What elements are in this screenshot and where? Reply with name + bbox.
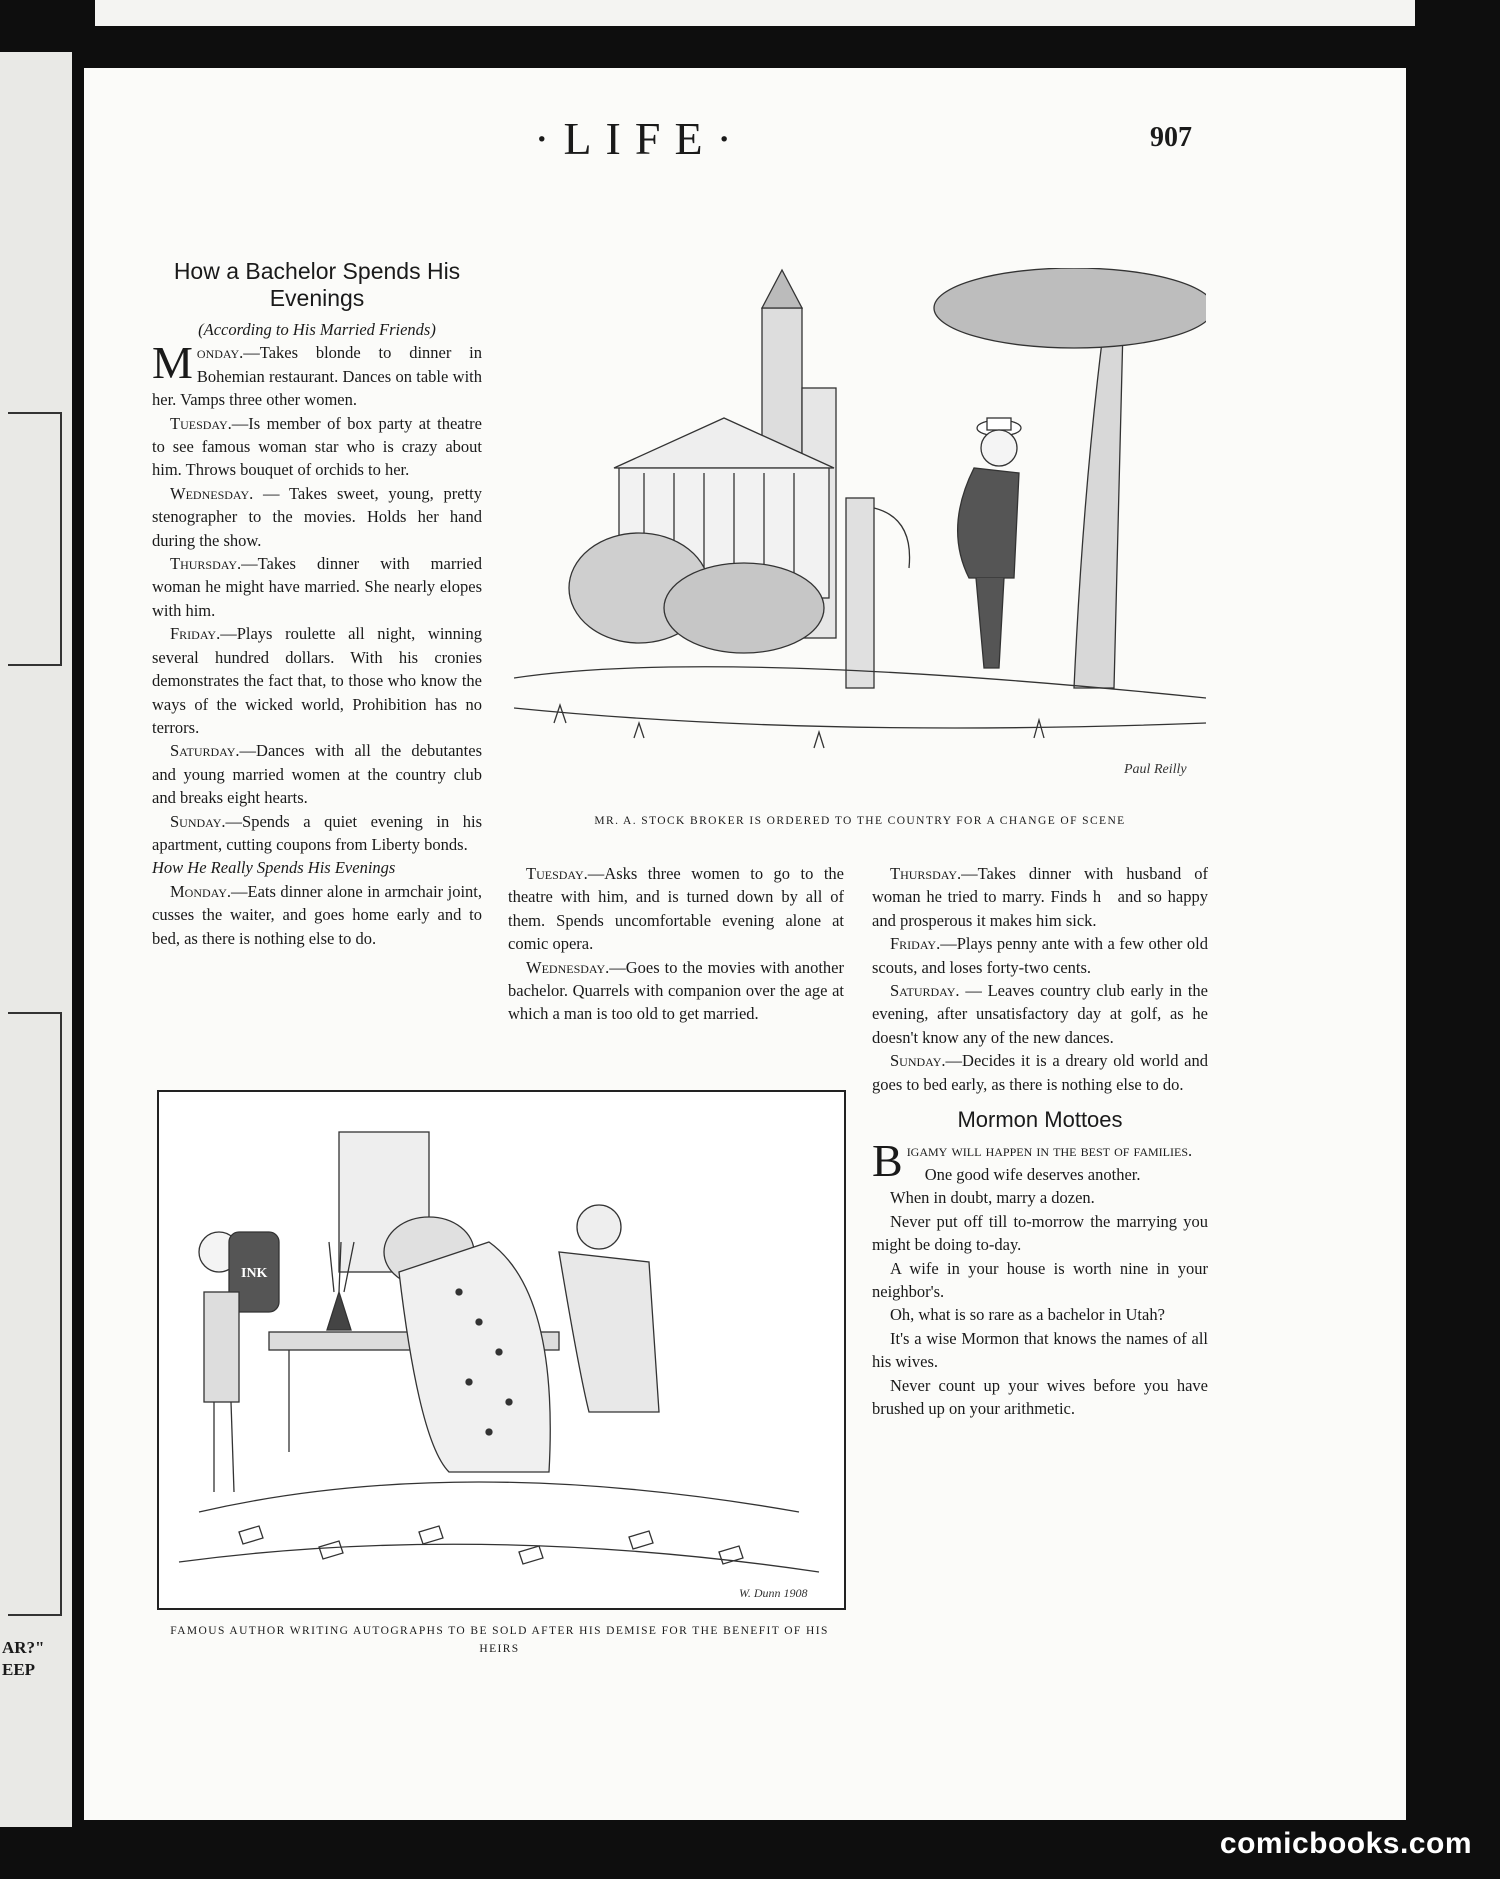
adjacent-page-drawing	[8, 412, 62, 666]
paragraph-friday: Friday.—Plays roulette all night, winning several hundred dollars. With his cronies demonstrates the fact that, to those who know the ways of the wicked world, Prohibition has no terrors.	[152, 624, 482, 737]
drop-cap: B	[872, 1135, 903, 1187]
motto-line: Oh, what is so rare as a bachelor in Utah?	[890, 1305, 1165, 1325]
paragraph-sunday: Sunday.—Spends a quiet evening in his apartment, cutting coupons from Liberty bonds.	[152, 811, 482, 854]
drop-cap: M	[152, 337, 193, 389]
article-column-3	[872, 862, 1208, 1420]
motto-line: Never count up your wives before you have brushed up on your arithmetic.	[872, 1375, 1208, 1418]
adjacent-page-drawing-lower	[8, 1012, 62, 1616]
motto-line: It's a wise Mormon that knows the names of all his wives.	[872, 1328, 1208, 1372]
paragraph-really-friday: Friday.—Plays penny ante with a few other old scouts, and loses forty-two cents.	[872, 934, 1208, 977]
illustration-stock-broker-drawing	[514, 268, 1206, 796]
motto-line: Bigamy will happen in the best of families.	[872, 1135, 1193, 1187]
top-page-strip	[95, 0, 1415, 26]
paragraph-saturday: Saturday.—Dances with all the debutantes and young married women at the country club and breaks eight hearts.	[152, 741, 482, 808]
page-number: 907	[1150, 122, 1192, 153]
article-column-2	[508, 862, 844, 1026]
paragraph-really-saturday: Saturday. — Leaves country club early in the evening, after unsatisfactory day at golf, as he doesn't know any of the new dances.	[872, 981, 1208, 1047]
motto-line: When in doubt, marry a dozen.	[890, 1188, 1095, 1208]
adjacent-page-caption: AR?" EEP	[2, 1638, 45, 1679]
section-heading-really: How He Really Spends His Evenings	[152, 858, 396, 878]
paragraph-tuesday: Tuesday.—Is member of box party at theatre to see famous woman star who is crazy about him. Throws bouquet of orchids to her.	[152, 413, 482, 480]
illustration2-signature: W. Dunn 1908	[739, 1586, 808, 1600]
paragraph-really-monday: Monday.—Eats dinner alone in armchair joint, cusses the waiter, and goes home early and to bed, as there is nothing else to do.	[152, 881, 482, 948]
watermark: comicbooks.com	[1219, 1827, 1472, 1860]
motto-line: One good wife deserves another.	[924, 1164, 1141, 1184]
ink-jug-label: INK	[241, 1266, 268, 1281]
paragraph-monday: Monday.—Takes blonde to dinner in Bohemian restaurant. Dances on table with her. Vamps three other women.	[152, 337, 482, 410]
paragraph-thursday: Thursday.—Takes dinner with married woman he might have married. She nearly elopes with him.	[152, 554, 482, 620]
illustration1-caption: MR. A. STOCK BROKER IS ORDERED TO THE COUNTRY FOR A CHANGE OF SCENE	[594, 815, 1126, 827]
paragraph-really-thursday: Thursday.—Takes dinner with husband of woman he tried to marry. Finds h and so happy and prosperous it makes him sick.	[872, 864, 1208, 930]
article-column-1	[152, 258, 482, 950]
illustration2-caption: FAMOUS AUTHOR WRITING AUTOGRAPHS TO BE SOLD AFTER HIS DEMISE FOR THE BENEFIT OF HIS HEIRS	[170, 1625, 829, 1655]
illustration-famous-author-drawing	[159, 1092, 844, 1608]
motto-line: Never put off till to-morrow the marrying you might be doing to-day.	[872, 1211, 1208, 1255]
paragraph-really-tuesday: Tuesday.—Asks three women to go to the theatre with him, and is turned down by all of them. Spends uncomfortable evening alone at comic opera.	[508, 864, 844, 954]
masthead: ·LIFE·	[534, 113, 746, 164]
motto-line: A wife in your house is worth nine in your neighbor's.	[872, 1258, 1208, 1301]
adjacent-page-edge	[0, 52, 72, 1827]
paragraph-really-sunday: Sunday.—Decides it is a dreary old world and goes to bed early, as there is nothing else to do.	[872, 1051, 1208, 1094]
mormon-mottoes-title: Mormon Mottoes	[957, 1107, 1123, 1133]
article-title: How a Bachelor Spends His Evenings	[173, 258, 461, 311]
illustration-famous-author	[157, 1090, 846, 1610]
paragraph-really-wednesday: Wednesday.—Goes to the movies with another bachelor. Quarrels with companion over the age at which a man is too old to get married.	[508, 957, 844, 1024]
paragraph-wednesday: Wednesday. — Takes sweet, young, pretty stenographer to the movies. Holds her hand during the show.	[152, 483, 482, 550]
illustration-stock-broker	[514, 268, 1206, 796]
article-subtitle: (According to His Married Friends)	[198, 320, 436, 339]
illustration1-signature: Paul Reilly	[1124, 762, 1187, 777]
